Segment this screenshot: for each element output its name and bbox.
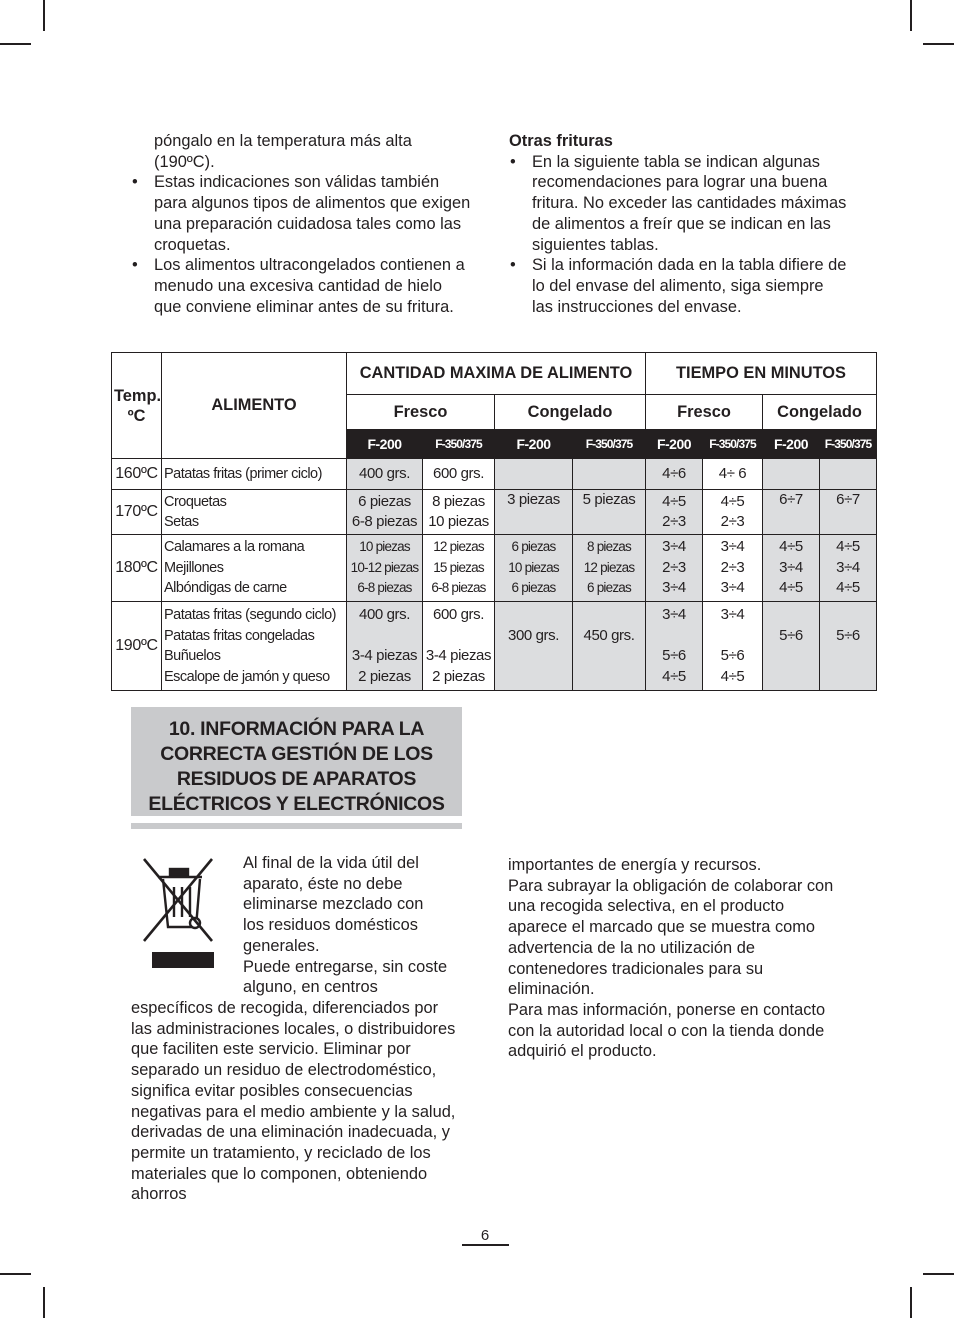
cell-line: Setas: [164, 514, 199, 530]
cell-line: [820, 667, 876, 688]
header-quantity-fresco: Fresco: [347, 395, 495, 430]
paragraph: Para subrayar la obligación de colaborar con una recogida selectiva, en el producto aparece el marcado que se muestra como advertencia de la no utilización de contenedores tradicionales para su eliminación.: [508, 876, 834, 999]
model-header: F-200: [347, 430, 423, 459]
cell-line: 2÷3: [720, 513, 745, 530]
cell-line: [763, 511, 819, 532]
cell-line: 6÷7: [779, 491, 803, 508]
header-time-congelado: Congelado: [763, 395, 877, 430]
value-cell: [646, 490, 703, 535]
cell-line: Patatas fritas (segundo ciclo): [164, 607, 336, 623]
value-cell: [495, 490, 573, 535]
cell-line: [495, 667, 572, 688]
crop-mark: [923, 43, 954, 45]
cell-line: 6-8 piezas: [351, 513, 418, 530]
temp-cell: 180ºC: [112, 535, 162, 602]
paragraph: específicos de recogida, diferenciados por las administraciones locales, o distribuidores que faciliten este servicio. Eliminar por separado un residuo de electrodoméstico, significa evitar posibles consecuencias negativas para el medio ambiente y la salud, derivadas de una eliminación inadecuada, y permite un tratamiento, y reciclado de los materiales que lo componen, obteniendo ahorros: [131, 999, 456, 1204]
cell-line: [820, 464, 876, 485]
paragraph: Para mas información, ponerse en contacto con la autoridad local o con la tienda donde adquirió el producto.: [508, 1000, 826, 1061]
cell-line: 4÷ 6: [718, 464, 747, 482]
value-cell: [763, 602, 820, 691]
cell-line: Mejillones: [164, 559, 224, 576]
section-10-left-full: [131, 998, 461, 1205]
left-column-text: [131, 131, 471, 317]
cell-line: [495, 605, 572, 626]
cell-line: 3-4 piezas: [351, 647, 418, 664]
value-cell: [703, 490, 763, 535]
model-header: F-350/375: [423, 430, 495, 459]
value-cell: [423, 490, 495, 535]
left-bullet-list: [131, 172, 471, 317]
cell-line: [573, 464, 645, 485]
cell-line: 4÷5: [779, 538, 803, 556]
cell-line: [763, 667, 819, 688]
header-max-quantity: CANTIDAD MAXIMA DE ALIMENTO: [347, 353, 646, 395]
cell-line: 300 grs.: [508, 626, 559, 644]
temp-cell: 170ºC: [112, 490, 162, 535]
cell-line: 6÷7: [836, 491, 860, 508]
cell-line: 4÷5: [779, 579, 803, 597]
cell-line: 10-12 piezas: [350, 559, 419, 575]
otras-frituras-heading: Otras frituras: [509, 132, 613, 150]
title-line: RESIDUOS DE APARATOS: [176, 768, 417, 790]
crossed-out-wheeled-bin-icon: [140, 855, 222, 971]
cell-line: 3÷4: [779, 558, 803, 576]
model-header: F-350/375: [573, 430, 646, 459]
header-time-minutes: TIEMPO EN MINUTOS: [646, 353, 877, 395]
cell-line: 6 piezas: [511, 580, 556, 596]
model-header: F-350/375: [820, 430, 877, 459]
cell-line: 3÷4: [720, 579, 745, 597]
cell-line: 12 piezas: [433, 539, 484, 555]
value-cell: [646, 535, 703, 602]
value-cell: [495, 535, 573, 602]
table-row: [112, 490, 877, 535]
cell-line: [703, 626, 762, 647]
header-time-fresco: Fresco: [646, 395, 763, 430]
model-header: F-200: [495, 430, 573, 459]
food-cell: [162, 535, 347, 602]
cell-line: 2 piezas: [432, 667, 485, 685]
table-body: [112, 459, 877, 691]
cell-line: 2÷3: [720, 558, 745, 576]
cell-line: Patatas fritas (primer ciclo): [164, 465, 322, 482]
crop-mark: [43, 0, 45, 31]
list-item: • En la siguiente tabla se indican algunas recomendaciones para lograr una buena fritura. No exceder las cantidades máximas de alimentos a freír que se indican en las siguientes tablas.: [509, 152, 849, 256]
cell-line: 5÷6: [662, 647, 686, 664]
header-quantity-congelado: Congelado: [495, 395, 646, 430]
cell-line: 3÷4: [662, 538, 686, 556]
cell-line: [763, 605, 819, 626]
cell-line: 3÷4: [662, 606, 686, 623]
cell-line: 2÷3: [662, 513, 686, 530]
food-cell: [162, 459, 347, 490]
cell-line: 4÷5: [662, 492, 686, 510]
temp-cell: 190ºC: [112, 602, 162, 691]
value-cell: [423, 602, 495, 691]
crop-mark: [0, 1273, 31, 1275]
cell-line: Albóndigas de carne: [164, 580, 287, 597]
section-10-heading-box: [131, 707, 462, 816]
table-row: [112, 602, 877, 691]
value-cell: [703, 535, 763, 602]
cell-line: 4÷6: [662, 464, 686, 482]
cell-line: [573, 605, 645, 626]
cell-line: [573, 511, 645, 532]
cell-line: Patatas fritas congeladas: [164, 627, 315, 644]
cell-line: 3÷4: [662, 579, 686, 597]
value-cell: [347, 602, 423, 691]
crop-mark: [923, 1273, 954, 1275]
cell-line: 6 piezas: [511, 539, 556, 555]
cell-line: 8 piezas: [587, 539, 631, 555]
value-cell: [703, 459, 763, 490]
value-cell: [820, 490, 877, 535]
cell-line: 3÷4: [720, 606, 745, 623]
cell-line: Escalope de jamón y queso: [164, 668, 330, 685]
cell-line: 600 grs.: [433, 464, 484, 482]
table-row: [112, 459, 877, 490]
cell-line: 400 grs.: [359, 606, 410, 623]
value-cell: [573, 602, 646, 691]
value-cell: [763, 459, 820, 490]
section-10-title: [131, 707, 462, 817]
value-cell: [423, 459, 495, 490]
cell-line: [573, 646, 645, 667]
cell-line: Buñuelos: [164, 648, 221, 664]
cell-line: 5÷6: [779, 626, 803, 644]
paragraph: Puede entregarse, sin coste alguno, en centros: [243, 957, 448, 997]
value-cell: [573, 459, 646, 490]
cell-line: 5÷6: [836, 626, 860, 644]
cell-line: 8 piezas: [432, 492, 485, 510]
food-cell: [162, 602, 347, 691]
cell-line: 3÷4: [836, 558, 860, 576]
list-item: • Estas indicaciones son válidas también para algunos tipos de alimentos que exigen una preparación cuidadosa tales como las croquetas.: [131, 172, 471, 255]
right-bullet-list: [509, 152, 849, 318]
cell-line: 15 piezas: [433, 559, 484, 575]
cell-line: 4÷5: [662, 667, 686, 685]
cell-line: 12 piezas: [583, 559, 635, 575]
section-10-underbar: [131, 823, 462, 829]
crop-mark: [43, 1287, 45, 1318]
page-number-rule: [462, 1244, 509, 1246]
cell-line: 2 piezas: [358, 667, 411, 685]
cell-line: Croquetas: [164, 493, 227, 510]
cell-line: 6-8 piezas: [431, 580, 486, 596]
cell-line: [423, 626, 494, 647]
cell-line: 450 grs.: [583, 626, 635, 644]
value-cell: [347, 490, 423, 535]
food-cell: [162, 490, 347, 535]
cell-line: 3÷4: [720, 538, 745, 556]
crop-mark: [910, 1287, 912, 1318]
cell-line: 4÷5: [836, 579, 860, 597]
value-cell: [820, 535, 877, 602]
cell-line: [495, 464, 572, 485]
cell-line: [495, 646, 572, 667]
value-cell: [423, 535, 495, 602]
value-cell: [646, 602, 703, 691]
value-cell: [347, 459, 423, 490]
model-header: F-200: [763, 430, 820, 459]
value-cell: [820, 459, 877, 490]
title-line: ELÉCTRICOS Y ELECTRÓNICOS: [148, 793, 445, 815]
value-cell: [573, 535, 646, 602]
cell-line: [573, 667, 645, 688]
cell-line: Calamares a la romana: [164, 539, 305, 556]
page-number: 6: [480, 1227, 490, 1244]
paragraph: importantes de energía y recursos.: [508, 856, 762, 874]
cell-line: [763, 646, 819, 667]
cell-line: 6 piezas: [587, 580, 631, 596]
cell-line: 4÷5: [720, 492, 745, 510]
model-header: F-200: [646, 430, 703, 459]
right-column-text: [509, 131, 849, 317]
value-cell: [763, 535, 820, 602]
frying-table: [111, 352, 877, 691]
crop-mark: [910, 0, 912, 31]
cell-line: 6 piezas: [358, 492, 411, 510]
value-cell: [763, 490, 820, 535]
value-cell: [495, 459, 573, 490]
list-item: • Los alimentos ultracongelados contienen a menudo una excesiva cantidad de hielo que conviene eliminar antes de su fritura.: [131, 255, 471, 317]
cell-line: [495, 511, 572, 532]
value-cell: [646, 459, 703, 490]
value-cell: [703, 602, 763, 691]
table-row: [112, 535, 877, 602]
value-cell: [347, 535, 423, 602]
cell-line: [646, 626, 702, 647]
cell-line: 6-8 piezas: [357, 580, 412, 596]
cell-line: 2÷3: [662, 558, 686, 576]
cell-line: [820, 511, 876, 532]
cell-line: 5÷6: [720, 647, 745, 664]
continuation-text: póngalo en la temperatura más alta (190ºC).: [154, 132, 412, 171]
paragraph: Al final de la vida útil del aparato, éste no debe eliminarse mezclado con los residuos domésticos generales.: [243, 854, 424, 955]
title-line: 10. INFORMACIÓN PARA LA: [168, 718, 425, 740]
section-10-right-text: [508, 855, 848, 1062]
section-10-left-wrapped: [243, 853, 448, 998]
list-item: • Si la información dada en la tabla difiere de lo del envase del alimento, siga siempre las instrucciones del envase.: [509, 255, 849, 317]
cell-line: [347, 626, 422, 647]
temp-cell: 160ºC: [112, 459, 162, 490]
header-food: ALIMENTO: [162, 353, 347, 459]
cell-line: 4÷5: [720, 667, 745, 685]
cell-line: [820, 605, 876, 626]
crop-mark: [0, 43, 31, 45]
cell-line: [820, 646, 876, 667]
cell-line: 10 piezas: [428, 513, 489, 530]
value-cell: [820, 602, 877, 691]
header-temp: Temp. ºC: [112, 353, 162, 459]
title-line: CORRECTA GESTIÓN DE LOS: [160, 743, 433, 765]
cell-line: 5 piezas: [582, 491, 636, 508]
cell-line: [763, 464, 819, 485]
value-cell: [573, 490, 646, 535]
cell-line: 3 piezas: [507, 491, 560, 508]
cell-line: 10 piezas: [359, 539, 410, 555]
model-header: F-350/375: [703, 430, 763, 459]
cell-line: 600 grs.: [433, 606, 484, 623]
cell-line: 3-4 piezas: [425, 647, 492, 664]
cell-line: 4÷5: [836, 538, 860, 556]
value-cell: [495, 602, 573, 691]
cell-line: 400 grs.: [359, 464, 410, 482]
cell-line: 10 piezas: [508, 559, 559, 575]
